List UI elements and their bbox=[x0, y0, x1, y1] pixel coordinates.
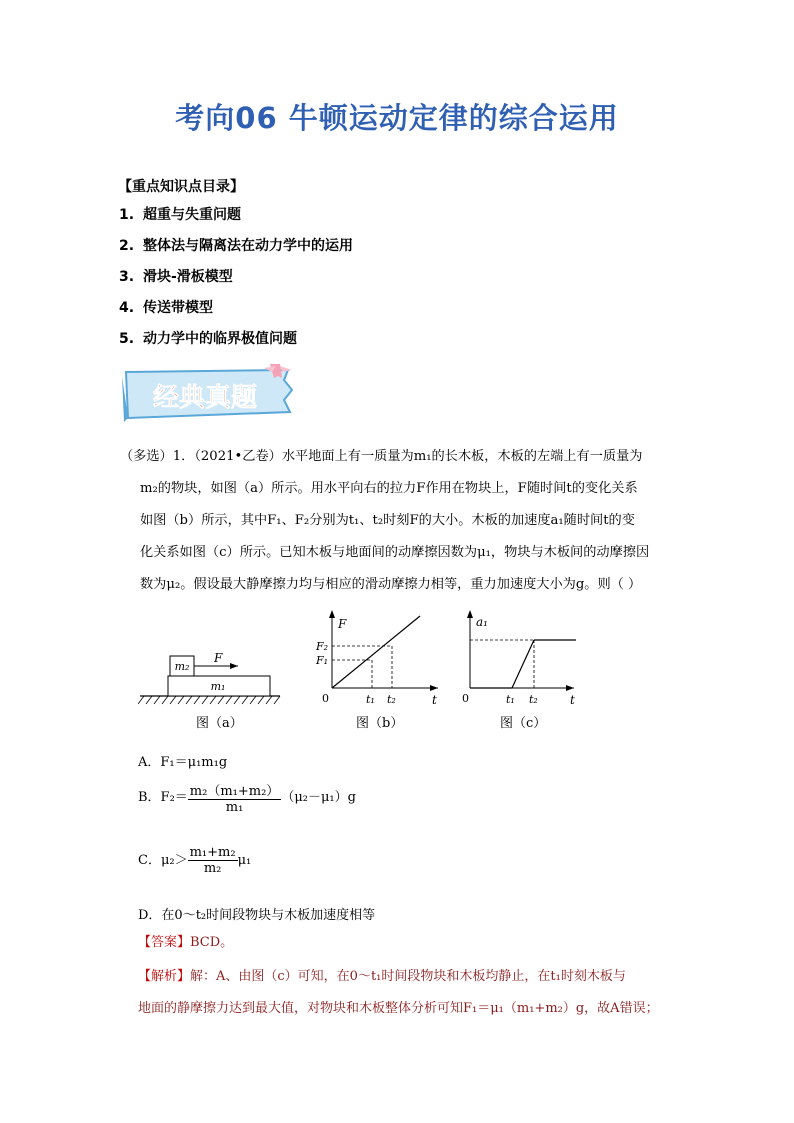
option-c-prefix: C．μ₂＞ bbox=[138, 853, 188, 868]
toc-item-text: 传送带模型 bbox=[143, 300, 213, 316]
analysis-line-1: 解：A、由图（c）可知，在0～t₁时间段物块和木板均静止，在t₁时刻木板与 bbox=[190, 969, 626, 984]
figure-a bbox=[138, 640, 288, 710]
toc-item-text: 超重与失重问题 bbox=[143, 207, 241, 223]
banner-text: 经典真题 bbox=[152, 383, 258, 413]
option-b bbox=[138, 780, 356, 815]
question-line: 化关系如图（c）所示。已知木板与地面间的动摩擦因数为μ₁，物块与木板间的动摩擦因 bbox=[140, 545, 650, 560]
option-b-fraction bbox=[188, 780, 282, 815]
y-axis-label: a₁ bbox=[476, 615, 488, 629]
origin-label: 0 bbox=[322, 692, 329, 705]
toc-item bbox=[119, 298, 353, 329]
toc-item-text: 整体法与隔离法在动力学中的运用 bbox=[143, 238, 353, 254]
question-line: 如图（b）所示，其中F₁、F₂分别为t₁、t₂时刻F的大小。木板的加速度a₁随时间t的变 bbox=[140, 513, 635, 528]
toc-item-text: 滑块-滑板模型 bbox=[143, 269, 233, 285]
option-b-prefix: B．F₂＝ bbox=[138, 790, 188, 805]
t2-label: t₂ bbox=[529, 693, 538, 706]
block-m2-label: m₂ bbox=[174, 660, 190, 673]
toc-item-number: 2. bbox=[119, 238, 135, 254]
board-label: m₁ bbox=[210, 680, 226, 693]
question-line: m₂的物块，如图（a）所示。用水平向右的拉力F作用在物块上，F随时间t的变化关系 bbox=[140, 481, 638, 496]
toc-item bbox=[119, 205, 353, 236]
toc-item-number: 3. bbox=[119, 269, 135, 285]
toc-item bbox=[119, 267, 353, 298]
t1-label: t₁ bbox=[366, 693, 375, 706]
figure-b-caption: 图（b） bbox=[356, 716, 404, 731]
y-axis-label: F bbox=[338, 617, 347, 631]
x-axis-label: t bbox=[570, 693, 575, 707]
analysis-line bbox=[138, 961, 678, 993]
figure-c-caption: 图（c） bbox=[500, 716, 547, 731]
question-line: （多选）1．（2021•乙卷）水平地面上有一质量为m₁的长木板，木板的左端上有一质量为 bbox=[120, 449, 643, 464]
answer-label: 【答案】 bbox=[138, 935, 191, 950]
option-c-numerator: m₁+m₂ bbox=[189, 845, 236, 860]
toc-item bbox=[119, 236, 353, 267]
analysis-label: 【解析】 bbox=[138, 969, 191, 984]
option-c-fraction bbox=[188, 845, 238, 876]
option-b-numerator: m₂（m₁+m₂） bbox=[188, 780, 282, 800]
option-c-denominator: m₂ bbox=[203, 861, 222, 876]
x-axis-label: t bbox=[432, 693, 437, 707]
force-arrow-icon bbox=[230, 663, 238, 669]
acceleration-line bbox=[512, 640, 534, 688]
toc-item-number: 1. bbox=[119, 207, 135, 223]
option-c-suffix: μ₁ bbox=[237, 853, 252, 868]
figure-b bbox=[310, 606, 450, 710]
option-a: A．F₁＝μ₁m₁g bbox=[138, 755, 228, 770]
toc-item-text: 动力学中的临界极值问题 bbox=[143, 331, 297, 347]
f2-label: F₂ bbox=[316, 640, 329, 653]
toc-heading: 【重点知识点目录】 bbox=[118, 179, 244, 195]
option-c bbox=[138, 845, 251, 876]
answer-value: BCD。 bbox=[190, 935, 234, 950]
figure-a-caption: 图（a） bbox=[196, 716, 243, 731]
t1-label: t₁ bbox=[506, 693, 515, 706]
toc-item-number: 4. bbox=[119, 300, 135, 316]
question-line: 数为μ₂。假设最大静摩擦力均与相应的滑动摩擦力相等，重力加速度大小为g。则（ ） bbox=[140, 577, 642, 592]
page-title: 考向06 牛顿运动定律的综合运用 bbox=[175, 101, 619, 135]
answer bbox=[138, 931, 233, 950]
option-d: D．在0～t₂时间段物块与木板加速度相等 bbox=[138, 908, 376, 923]
figure-c bbox=[456, 606, 586, 710]
analysis-line-2: 地面的静摩擦力达到最大值，对物块和木板整体分析可知F₁＝μ₁（m₁+m₂）g，故A错误； bbox=[138, 1001, 659, 1016]
force-label: F bbox=[214, 651, 223, 665]
question-stem bbox=[120, 441, 680, 601]
f1-label: F₁ bbox=[316, 654, 329, 667]
analysis bbox=[138, 961, 678, 1025]
toc-item bbox=[119, 329, 353, 360]
option-b-suffix: （μ₂－μ₁）g bbox=[281, 790, 356, 805]
section-banner bbox=[120, 362, 306, 428]
origin-label: 0 bbox=[462, 692, 469, 705]
toc-list bbox=[119, 205, 353, 360]
t2-label: t₂ bbox=[387, 693, 396, 706]
option-b-denominator: m₁ bbox=[225, 800, 244, 815]
toc-item-number: 5. bbox=[119, 331, 135, 347]
